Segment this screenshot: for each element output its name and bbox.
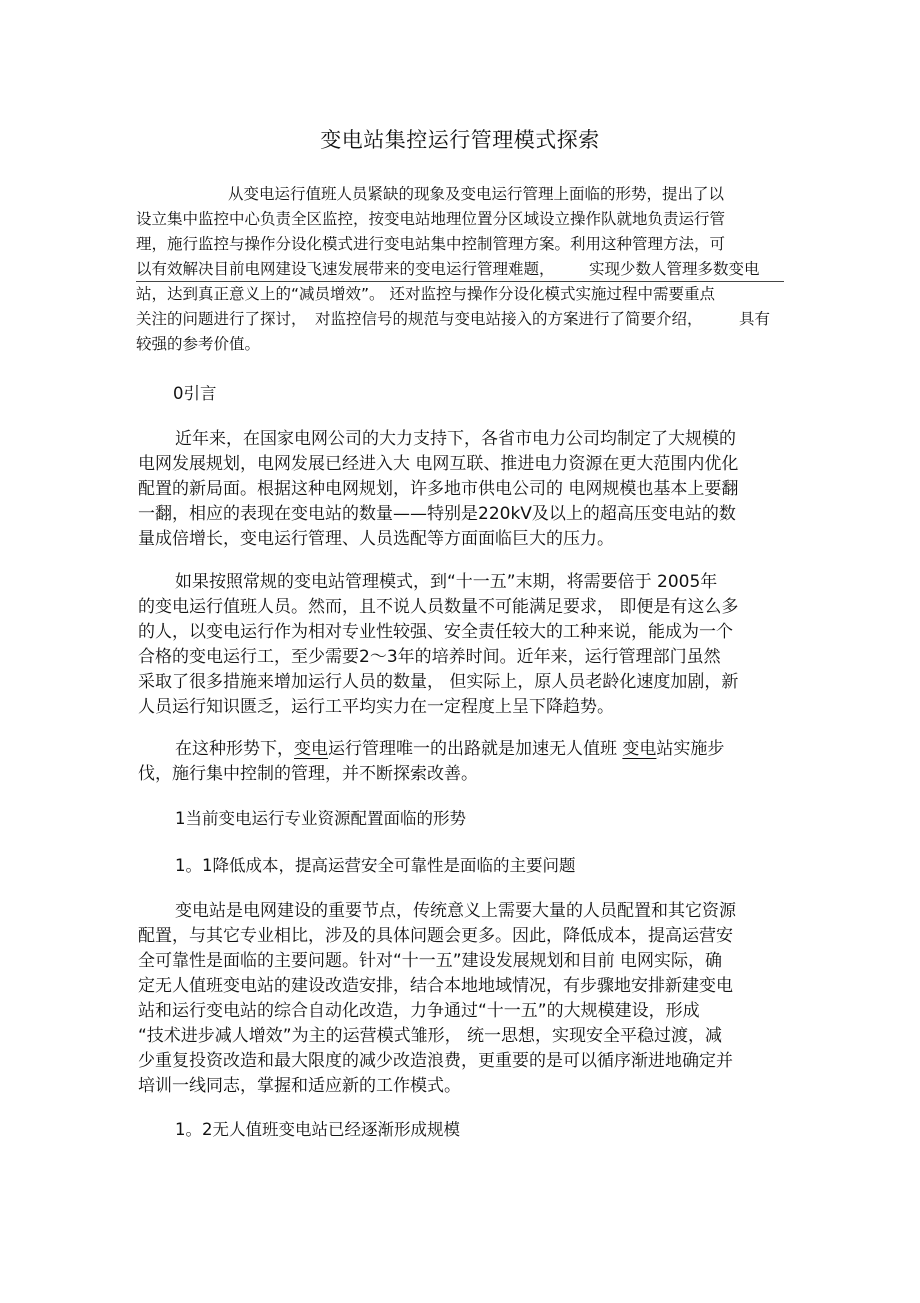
abstract-line: 具有 (739, 310, 771, 328)
document-title: 变电站集控运行管理模式探索 (320, 128, 600, 152)
paragraph-line: 量成倍增长，变电运行管理、人员选配等方面面临巨大的压力。 (138, 529, 614, 549)
paragraph-line: 采取了很多措施来增加运行人员的数量， 但实际上，原人员老龄化速度加剧，新 (138, 672, 739, 692)
paragraph-line: 配置的新局面。根据这种电网规划，许多地市供电公司的 电网规模也基本上要翻 (138, 479, 739, 499)
abstract-line: 设立集中监控中心负责全区监控，按变电站地理位置分区域设立操作队就地负责运行管 (136, 210, 726, 228)
abstract-line: 以有效解决目前电网建设飞速发展带来的变电运行管理难题， (136, 260, 555, 278)
section-heading: 1当前变电运行专业资源配置面临的形势 (175, 809, 466, 828)
text-run: 运行管理唯一的出路就是加速无人值班 (328, 739, 623, 759)
abstract-line: 关注的问题进行了探讨， (136, 310, 307, 328)
abstract-line: 理，施行监控与操作分设化模式进行变电站集中控制管理方案。利用这种管理方法，可 (136, 235, 726, 253)
paragraph-line: 变电站是电网建设的重要节点，传统意义上需要大量的人员配置和其它资源 (175, 901, 736, 921)
underlined-term: 变电 (622, 739, 657, 759)
paragraph-line: 合格的变电运行工，至少需要2～3年的培养时间。近年来，运行管理部门虽然 (138, 647, 721, 667)
paragraph-line: 的人，以变电运行作为相对专业性较强、安全责任较大的工种来说，能成为一个 (138, 622, 733, 642)
text-run: 在这种形势下， (175, 739, 294, 759)
paragraph-line: 配置，与其它专业相比，涉及的具体问题会更多。因此，降低成本，提高运营安 (138, 926, 733, 946)
paragraph-line: 电网发展规划，电网发展已经进入大 电网互联、推进电力资源在更大范围内优化 (138, 454, 739, 474)
abstract-line: 实现少数人管理多数变电 (589, 260, 760, 278)
divider-rule (136, 281, 784, 282)
paragraph-line: 一翻，相应的表现在变电站的数量——特别是220kV及以上的超高压变电站的数 (138, 504, 736, 524)
paragraph-line: 如果按照常规的变电站管理模式，到“十一五”末期，将需要倍于 2005年 (175, 572, 718, 592)
paragraph-line: 近年来，在国家电网公司的大力支持下，各省市电力公司均制定了大规模的 (175, 429, 736, 449)
abstract-line: 较强的参考价值。 (136, 335, 261, 353)
subsection-heading: 1。2无人值班变电站已经逐渐形成规模 (175, 1120, 460, 1139)
abstract-line: 从变电运行值班人员紧缺的现象及变电运行管理上面临的形势，提出了以 (228, 185, 725, 203)
paragraph-line (175, 741, 724, 758)
paragraph-line: 少重复投资改造和最大限度的减少改造浪费，更重要的是可以循序渐进地确定并 (138, 1051, 733, 1071)
text-run: 站实施步 (656, 739, 725, 759)
underlined-term: 变电 (294, 739, 328, 759)
subsection-heading: 1。1降低成本，提高运营安全可靠性是面临的主要问题 (175, 856, 576, 875)
abstract-line: 对监控信号的规范与变电站接入的方案进行了简要介绍， (315, 310, 703, 328)
paragraph-line: “技术进步减人增效”为主的运营模式雏形， 统一思想，实现安全平稳过渡，减 (138, 1026, 723, 1046)
paragraph-line: 人员运行知识匮乏，运行工平均实力在一定程度上呈下降趋势。 (138, 697, 614, 717)
paragraph-line: 的变电运行值班人员。然而，且不说人员数量不可能满足要求， 即便是有这么多 (138, 597, 739, 617)
section-heading: 0引言 (173, 384, 217, 403)
paragraph-line: 定无人值班变电站的建设改造安排，结合本地地域情况，有步骤地安排新建变电 (138, 976, 733, 996)
paragraph-line: 全可靠性是面临的主要问题。针对“十一五”建设发展规划和目前 电网实际，确 (138, 951, 723, 971)
abstract-line: 站，达到真正意义上的“减员增效”。 还对监控与操作分设化模式实施过程中需要重点 (136, 285, 715, 303)
paragraph-line: 培训一线同志，掌握和适应新的工作模式。 (138, 1076, 461, 1096)
paragraph-line: 伐，施行集中控制的管理，并不断探索改善。 (138, 764, 478, 784)
paragraph-line: 站和运行变电站的综合自动化改造，力争通过“十一五”的大规模建设，形成 (138, 1001, 700, 1021)
